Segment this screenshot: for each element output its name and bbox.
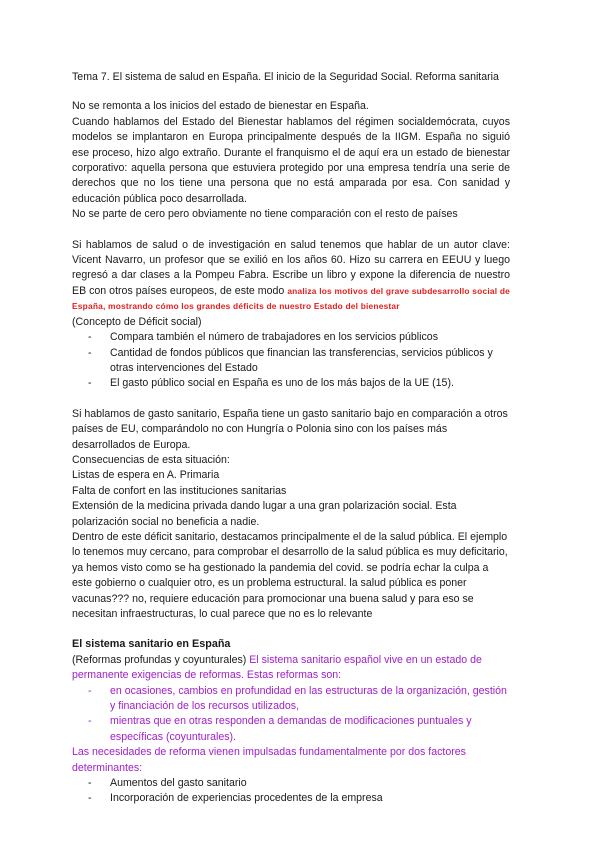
sistema-bullet-list: [72, 684, 510, 746]
intro-paragraph-3: No se parte de cero pero obviamente no tiene comparación con el resto de países: [72, 208, 458, 221]
list-item: - Aumentos del gasto sanitario: [88, 776, 510, 791]
list-item: - mientras que en otras responden a demandas de modificaciones puntuales y específicas (coyunturales).: [88, 715, 472, 743]
gasto-paragraph-2: Consecuencias de esta situación:: [72, 453, 230, 466]
list-item: - Cantidad de fondos públicos que financian las transferencias, servicios públicos y otras intervenciones del Estado: [88, 346, 493, 374]
intro-paragraph-2: Cuando hablamos del Estado del Bienestar hablamos del régimen socialdemócrata, cuyos modelos se implantaron en Europa principalmente después de la IIGM. España no siguió ese proceso, hizo algo extraño. Durante el franquismo el de aquí era un estado de bienestar corporativo: aquella persona que estuviera protegido por una empresa tendría una serie de derechos que no los tiene una persona que no está amparada por esa. Con sanidad y educación pública poco desarrollada.: [72, 115, 510, 205]
factors-list: [72, 776, 510, 807]
navarro-concept: (Concepto de Déficit social): [72, 315, 202, 328]
list-item: - Incorporación de experiencias procedentes de la empresa: [88, 791, 510, 806]
dash-bullet-icon: -: [88, 777, 92, 790]
navarro-paragraph: [72, 238, 510, 315]
gasto-paragraph-3: Listas de espera en A. Primaria: [72, 469, 220, 482]
sistema-lead-purple: El sistema sanitario español vive en un estado de permanente exigencias de reformas. Estas reformas son:: [72, 653, 482, 682]
dash-bullet-icon: -: [88, 715, 92, 728]
gasto-paragraph-5: Extensión de la medicina privada dando lugar a una gran polarización social. Esta polarización social no beneficia a nadie.: [72, 500, 457, 528]
list-item: - en ocasiones, cambios en profundidad en las estructuras de la organización, gestión y financiación de los recursos utilizados,: [88, 684, 507, 713]
navarro-text: Si hablamos de salud o de investigación en salud tenemos que hablar de un autor clave: Vicent Navarro, un profesor que se exilió en los años 60. Hizo su carrera en EEUU y luego regresó a dar clases a la Pompeu Fabra. Escribe un libro y expone la diferencia de nuestro EB con otros países europeos, de este modo: [72, 238, 510, 297]
document-page: [72, 70, 510, 807]
factors-intro: Las necesidades de reforma vienen impulsadas fundamentalmente por dos factores determinantes:: [72, 746, 466, 774]
gasto-paragraph-6: Dentro de este déficit sanitario, destacamos principalmente el de la salud pública. El ejemplo lo tenemos muy cercano, para comprobar el desarrollo de la salud pública es muy deficitario, ya hemos visto como se ha gestionado la pandemia del covid. se podría echar la culpa a este gobierno o cualquier otro, es un problema estructural. la salud pública es poner vacunas??? no, requiere educación para promocionar una buena salud y para eso se necesitan infraestructuras, lo cual parece que no es lo relevante: [72, 530, 508, 620]
list-item: - Compara también el número de trabajadores en los servicios públicos: [88, 330, 510, 345]
document-title: Tema 7. El sistema de salud en España. El inicio de la Seguridad Social. Reforma sanitaria: [72, 71, 499, 83]
dash-bullet-icon: -: [88, 684, 92, 697]
navarro-bullet-list: [72, 330, 510, 392]
dash-bullet-icon: -: [88, 331, 92, 344]
list-item: - El gasto público social en España es uno de los más bajos de la UE (15).: [88, 376, 510, 391]
sistema-lead-black: (Reformas profundas y coyunturales): [72, 653, 250, 666]
dash-bullet-icon: -: [88, 346, 92, 359]
dash-bullet-icon: -: [88, 377, 92, 390]
section-heading: El sistema sanitario en España: [72, 638, 231, 651]
gasto-paragraph-4: Falta de confort en las instituciones sanitarias: [72, 484, 287, 497]
sistema-lead-paragraph: [72, 653, 510, 684]
dash-bullet-icon: -: [88, 792, 92, 805]
gasto-paragraph-1: Si hablamos de gasto sanitario, España tiene un gasto sanitario bajo en comparación a otros países de EU, comparándolo no con Hungría o Polonia sino con los países más desarrollados de Europa.: [72, 407, 508, 451]
intro-paragraph-1: No se remonta a los inicios del estado de bienestar en España.: [72, 100, 369, 113]
navarro-highlight: analiza los motivos del grave subdesarrollo social de España, mostrando cómo los grandes déficits de nuestro Estado del bienestar: [72, 285, 510, 312]
